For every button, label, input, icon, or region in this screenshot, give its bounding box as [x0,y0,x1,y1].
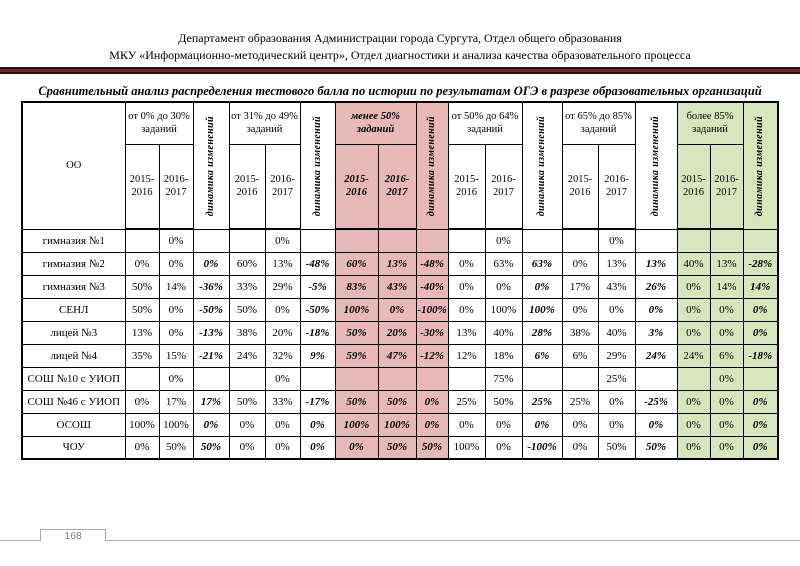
value-cell: 40% [485,321,522,344]
value-cell: 38% [229,321,265,344]
value-cell [193,367,229,390]
value-cell: 0% [743,390,778,413]
org-line-1: Департамент образования Администрации города Сургута, Отдел общего образования [178,31,622,45]
value-cell: 15% [159,344,193,367]
value-cell: 18% [485,344,522,367]
value-cell: 17% [193,390,229,413]
value-cell: 0% [416,390,448,413]
value-cell: 0% [448,275,485,298]
value-cell: 59% [335,344,378,367]
value-cell [416,229,448,252]
value-cell: -100% [416,298,448,321]
value-cell: 100% [448,436,485,459]
value-cell: 63% [485,252,522,275]
value-cell: 0% [522,275,562,298]
value-cell: 0% [125,252,159,275]
value-cell: 50% [125,298,159,321]
value-cell: 0% [335,436,378,459]
value-cell: 0% [710,436,743,459]
dynamics-column-header [300,102,335,229]
value-cell: -36% [193,275,229,298]
value-cell: 63% [522,252,562,275]
org-name: гимназия №3 [22,275,125,298]
value-cell: 100% [335,298,378,321]
dynamics-label: динамика изменений [205,115,216,216]
org-name: СОШ №46 с УИОП [22,390,125,413]
value-cell: -25% [635,390,677,413]
value-cell: -12% [416,344,448,367]
value-cell: 0% [598,298,635,321]
table-row [22,344,778,367]
page-number-tab [40,529,106,541]
value-cell: 35% [125,344,159,367]
year-header: 2015-2016 [335,144,378,229]
value-cell: 0% [710,390,743,413]
value-cell: 32% [265,344,300,367]
dynamics-column-header [416,102,448,229]
value-cell: 0% [229,436,265,459]
dynamics-label: динамика изменений [426,115,438,216]
value-cell: 0% [159,229,193,252]
value-cell: 100% [485,298,522,321]
value-cell: 0% [448,252,485,275]
dynamics-label: динамика изменений [754,115,766,216]
page-number: 168 [64,530,82,542]
year-header: 2015-2016 [562,144,598,229]
group-header-31-49: от 31% до 49% заданий [229,102,300,144]
value-cell: 0% [743,321,778,344]
year-header: 2016-2017 [710,144,743,229]
value-cell [229,229,265,252]
value-cell: 13% [635,252,677,275]
value-cell [562,229,598,252]
dynamics-column-header [193,102,229,229]
document-header [0,0,800,63]
org-name: СЕНЛ [22,298,125,321]
value-cell: 100% [522,298,562,321]
value-cell: 0% [677,275,710,298]
org-name: ОСОШ [22,413,125,436]
value-cell: 50% [229,298,265,321]
value-cell: -5% [300,275,335,298]
year-header: 2015-2016 [125,144,159,229]
value-cell: 83% [335,275,378,298]
value-cell: 0% [710,298,743,321]
value-cell: 24% [229,344,265,367]
value-cell: 0% [710,367,743,390]
value-cell [522,229,562,252]
value-cell: 0% [635,298,677,321]
value-cell: 50% [485,390,522,413]
table-row [22,436,778,459]
year-header: 2015-2016 [448,144,485,229]
value-cell: 0% [485,275,522,298]
value-cell: 0% [448,298,485,321]
value-cell [635,229,677,252]
value-cell: -13% [193,321,229,344]
value-cell: 0% [743,413,778,436]
value-cell: 75% [485,367,522,390]
value-cell: 0% [159,367,193,390]
value-cell: -18% [743,344,778,367]
value-cell: 13% [265,252,300,275]
value-cell: 43% [378,275,416,298]
value-cell: 0% [485,436,522,459]
value-cell: 26% [635,275,677,298]
group-header-65-85: от 65% до 85% заданий [562,102,635,144]
table-row [22,275,778,298]
value-cell: 0% [193,413,229,436]
value-cell: 20% [265,321,300,344]
value-cell: 0% [562,298,598,321]
value-cell: 0% [265,229,300,252]
value-cell: 0% [159,298,193,321]
value-cell: -40% [416,275,448,298]
table-row [22,298,778,321]
year-header: 2015-2016 [229,144,265,229]
year-header: 2016-2017 [159,144,193,229]
value-cell: 20% [378,321,416,344]
year-header: 2015-2016 [677,144,710,229]
org-name: лицей №4 [22,344,125,367]
value-cell: 100% [335,413,378,436]
value-cell: 0% [562,413,598,436]
value-cell: 0% [677,436,710,459]
value-cell: 50% [335,321,378,344]
value-cell: -48% [300,252,335,275]
page-title: Сравнительный анализ распределения тестового балла по истории по результатам ОГЭ в разрезе образовательных организаций [38,84,762,98]
value-cell: 28% [522,321,562,344]
value-cell: 0% [265,298,300,321]
value-cell: 33% [229,275,265,298]
value-cell: 0% [635,413,677,436]
table-row [22,413,778,436]
dynamics-column-header [522,102,562,229]
value-cell: 0% [300,413,335,436]
value-cell: -50% [193,298,229,321]
dynamics-column-header [635,102,677,229]
value-cell: 50% [416,436,448,459]
value-cell: 0% [265,413,300,436]
value-cell: 47% [378,344,416,367]
group-header-row [22,102,778,144]
table-row [22,390,778,413]
value-cell [677,367,710,390]
group-header-0-30: от 0% до 30% заданий [125,102,193,144]
value-cell: 0% [229,413,265,436]
value-cell: 14% [710,275,743,298]
value-cell [378,367,416,390]
value-cell: 0% [562,252,598,275]
value-cell: 0% [677,321,710,344]
value-cell: 29% [265,275,300,298]
value-cell: 0% [159,252,193,275]
value-cell: 100% [378,413,416,436]
value-cell: -100% [522,436,562,459]
value-cell: 50% [159,436,193,459]
value-cell: 50% [193,436,229,459]
value-cell: 0% [265,367,300,390]
group-header-less-50: менее 50% заданий [335,102,416,144]
value-cell: 40% [598,321,635,344]
value-cell: 12% [448,344,485,367]
value-cell: 50% [598,436,635,459]
value-cell [677,229,710,252]
value-cell [335,367,378,390]
value-cell: 0% [448,413,485,436]
value-cell: 0% [416,413,448,436]
value-cell [743,229,778,252]
value-cell [743,367,778,390]
value-cell: 0% [300,436,335,459]
value-cell: 6% [522,344,562,367]
value-cell: 60% [335,252,378,275]
value-cell: 0% [485,229,522,252]
value-cell: 9% [300,344,335,367]
value-cell [710,229,743,252]
value-cell [562,367,598,390]
value-cell: 0% [125,436,159,459]
value-cell: 6% [562,344,598,367]
value-cell [193,229,229,252]
footer-divider [0,540,800,541]
value-cell [300,367,335,390]
value-cell: -17% [300,390,335,413]
value-cell: 13% [598,252,635,275]
value-cell [300,229,335,252]
value-cell: 0% [743,298,778,321]
value-cell: 0% [159,321,193,344]
value-cell [522,367,562,390]
value-cell: -50% [300,298,335,321]
value-cell: 100% [125,413,159,436]
org-name: СОШ №10 с УИОП [22,367,125,390]
org-name: ЧОУ [22,436,125,459]
org-name: гимназия №2 [22,252,125,275]
value-cell: 0% [710,413,743,436]
year-header: 2016-2017 [485,144,522,229]
value-cell: 0% [677,298,710,321]
value-cell [416,367,448,390]
value-cell [378,229,416,252]
value-cell: 0% [710,321,743,344]
value-cell [335,229,378,252]
value-cell: 50% [229,390,265,413]
dynamics-label: динамика изменений [311,115,323,216]
value-cell: 0% [485,413,522,436]
org-name: лицей №3 [22,321,125,344]
year-header: 2016-2017 [378,144,416,229]
value-cell: 0% [677,413,710,436]
value-cell [448,367,485,390]
table-row [22,367,778,390]
table-row [22,252,778,275]
value-cell: 0% [522,413,562,436]
comparison-table [21,101,779,460]
value-cell [229,367,265,390]
value-cell: -48% [416,252,448,275]
value-cell: 40% [677,252,710,275]
dynamics-label: динамика изменений [650,115,662,216]
value-cell: 13% [378,252,416,275]
value-cell: 43% [598,275,635,298]
value-cell: 3% [635,321,677,344]
value-cell [448,229,485,252]
value-cell: 0% [743,436,778,459]
value-cell: 0% [677,390,710,413]
value-cell: 50% [125,275,159,298]
dynamics-label: динамика изменений [536,115,548,216]
table-row [22,229,778,252]
value-cell: 25% [598,367,635,390]
value-cell: 50% [335,390,378,413]
value-cell: 0% [598,229,635,252]
value-cell: 13% [448,321,485,344]
value-cell: 50% [378,390,416,413]
value-cell: 25% [448,390,485,413]
value-cell: -18% [300,321,335,344]
table-body [22,229,778,459]
value-cell [635,367,677,390]
group-header-more-85: более 85% заданий [677,102,743,144]
value-cell: 17% [562,275,598,298]
value-cell: 50% [635,436,677,459]
value-cell: 24% [635,344,677,367]
value-cell: 14% [743,275,778,298]
value-cell: 0% [598,390,635,413]
value-cell: 60% [229,252,265,275]
value-cell: 17% [159,390,193,413]
value-cell: 0% [125,390,159,413]
value-cell: -28% [743,252,778,275]
value-cell: 38% [562,321,598,344]
value-cell [125,367,159,390]
oo-column-header: ОО [22,102,125,229]
value-cell: 100% [159,413,193,436]
value-cell [125,229,159,252]
value-cell: 13% [125,321,159,344]
value-cell: 0% [598,413,635,436]
value-cell: 0% [562,436,598,459]
value-cell: 25% [562,390,598,413]
group-header-50-64: от 50% до 64% заданий [448,102,522,144]
table-row [22,321,778,344]
value-cell: 0% [193,252,229,275]
value-cell: 0% [265,436,300,459]
value-cell: 0% [378,298,416,321]
value-cell: 50% [378,436,416,459]
value-cell: 24% [677,344,710,367]
value-cell: 6% [710,344,743,367]
year-header: 2016-2017 [598,144,635,229]
org-name: гимназия №1 [22,229,125,252]
value-cell: 13% [710,252,743,275]
org-line-2: МКУ «Информационно-методический центр», Отдел диагностики и анализа качества образовательного процесса [109,48,691,62]
dynamics-column-header [743,102,778,229]
value-cell: 14% [159,275,193,298]
value-cell: 29% [598,344,635,367]
accent-divider-bar [0,67,800,74]
value-cell: -21% [193,344,229,367]
value-cell: -30% [416,321,448,344]
year-header: 2016-2017 [265,144,300,229]
value-cell: 25% [522,390,562,413]
value-cell: 33% [265,390,300,413]
